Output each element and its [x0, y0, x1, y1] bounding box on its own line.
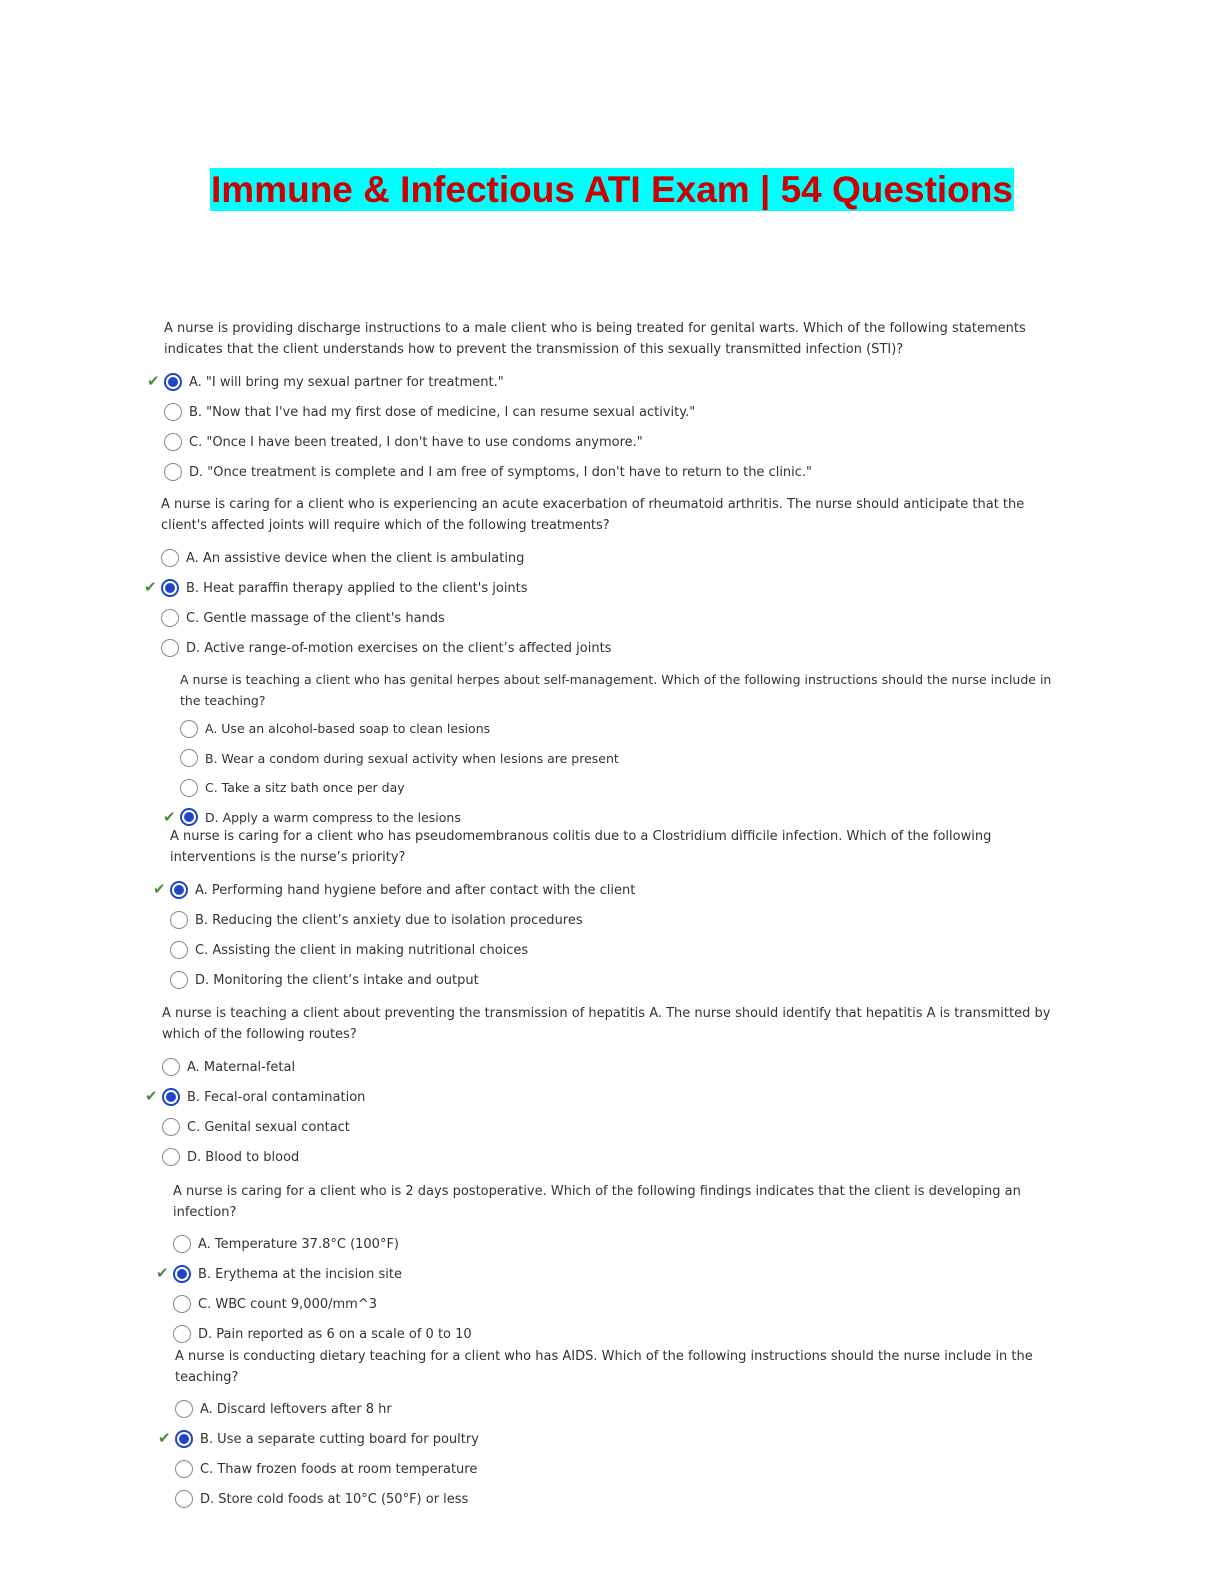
answer-label: D. "Once treatment is complete and I am free of symptoms, I don't have to return to the clinic." — [189, 464, 813, 480]
checkmark-icon: ✔ — [158, 1429, 171, 1447]
answer-label: B. Wear a condom during sexual activity when lesions are present — [205, 750, 619, 766]
question-3 — [163, 669, 1060, 832]
radio-unselected-icon[interactable] — [175, 1400, 193, 1418]
answer-option-a[interactable] — [153, 875, 1060, 905]
radio-unselected-icon[interactable] — [162, 1058, 180, 1076]
radio-unselected-icon[interactable] — [161, 609, 179, 627]
radio-selected-icon[interactable] — [170, 881, 188, 899]
answer-option-a[interactable] — [173, 1229, 1073, 1259]
question-stem: A nurse is caring for a client who is experiencing an acute exacerbation of rheumatoid arthritis. The nurse should anticipate that the client's affected joints will require which of the following treatments? — [161, 497, 1025, 533]
checkmark-icon: ✔ — [144, 578, 157, 596]
answer-option-c[interactable] — [175, 1454, 1075, 1484]
question-stem: A nurse is providing discharge instructions to a male client who is being treated for genital warts. Which of the following statements indicates that the client understands how to prevent the transmission of this sexually transmitted infection (STI)? — [164, 321, 1026, 357]
answer-option-b[interactable] — [170, 905, 1060, 935]
radio-selected-icon[interactable] — [180, 808, 198, 826]
radio-unselected-icon[interactable] — [161, 549, 179, 567]
answer-label: B. Use a separate cutting board for poultry — [200, 1431, 479, 1447]
answer-label: C. Assisting the client in making nutritional choices — [195, 942, 529, 958]
answer-label: D. Store cold foods at 10°C (50°F) or less — [200, 1491, 469, 1507]
answer-options — [144, 543, 1071, 663]
radio-unselected-icon[interactable] — [170, 971, 188, 989]
question-1 — [147, 318, 1064, 487]
answer-label: C. Gentle massage of the client's hands — [186, 610, 445, 626]
answer-label: C. "Once I have been treated, I don't have to use condoms anymore." — [189, 434, 643, 450]
radio-unselected-icon[interactable] — [180, 779, 198, 797]
page-title: Immune & Infectious ATI Exam | 54 Questions — [211, 169, 1013, 210]
radio-unselected-icon[interactable] — [164, 403, 182, 421]
radio-unselected-icon[interactable] — [180, 749, 198, 767]
answer-option-c[interactable] — [162, 1112, 1072, 1142]
answer-label: A. Use an alcohol-based soap to clean lesions — [205, 721, 491, 737]
radio-unselected-icon[interactable] — [170, 911, 188, 929]
radio-unselected-icon[interactable] — [170, 941, 188, 959]
answer-options — [153, 875, 1060, 995]
radio-unselected-icon[interactable] — [161, 639, 179, 657]
answer-options — [158, 1394, 1075, 1514]
answer-option-c[interactable] — [173, 1289, 1073, 1319]
answer-option-b[interactable] — [144, 573, 1071, 603]
answer-label: B. Erythema at the incision site — [198, 1266, 402, 1282]
checkmark-icon: ✔ — [153, 880, 166, 898]
answer-options — [163, 714, 1060, 832]
answer-label: B. "Now that I've had my first dose of medicine, I can resume sexual activity." — [189, 404, 696, 420]
answer-option-a[interactable] — [162, 1052, 1072, 1082]
question-2 — [144, 494, 1071, 663]
answer-option-a[interactable] — [180, 714, 1060, 744]
radio-unselected-icon[interactable] — [173, 1295, 191, 1313]
answer-label: B. Heat paraffin therapy applied to the client's joints — [186, 580, 528, 596]
answer-label: D. Blood to blood — [187, 1149, 300, 1165]
answer-options — [145, 1052, 1072, 1172]
answer-label: C. WBC count 9,000/mm^3 — [198, 1296, 377, 1312]
answer-option-a[interactable] — [147, 367, 1064, 397]
answer-option-d[interactable] — [173, 1319, 1073, 1349]
answer-option-c[interactable] — [180, 773, 1060, 803]
answer-option-d[interactable] — [161, 633, 1071, 663]
answer-option-b[interactable] — [156, 1259, 1073, 1289]
radio-unselected-icon[interactable] — [162, 1118, 180, 1136]
answer-label: C. Thaw frozen foods at room temperature — [200, 1461, 478, 1477]
answer-label: B. Fecal-oral contamination — [187, 1089, 366, 1105]
answer-option-b[interactable] — [180, 744, 1060, 774]
radio-unselected-icon[interactable] — [164, 433, 182, 451]
answer-label: A. Discard leftovers after 8 hr — [200, 1401, 392, 1417]
radio-unselected-icon[interactable] — [180, 720, 198, 738]
answer-label: A. An assistive device when the client is ambulating — [186, 550, 525, 566]
answer-option-c[interactable] — [170, 935, 1060, 965]
radio-unselected-icon[interactable] — [164, 463, 182, 481]
answer-option-d[interactable] — [164, 457, 1064, 487]
question-stem: A nurse is caring for a client who has pseudomembranous colitis due to a Clostridium difficile infection. Which of the following interventions is the nurse’s priority? — [170, 829, 992, 865]
answer-options — [156, 1229, 1073, 1349]
answer-label: A. "I will bring my sexual partner for treatment." — [189, 374, 504, 390]
radio-unselected-icon[interactable] — [173, 1235, 191, 1253]
answer-label: D. Apply a warm compress to the lesions — [205, 809, 461, 825]
question-stem: A nurse is teaching a client who has genital herpes about self-management. Which of the following instructions should the nurse include in the teaching? — [180, 672, 1052, 708]
radio-unselected-icon[interactable] — [175, 1490, 193, 1508]
answer-option-d[interactable] — [170, 965, 1060, 995]
answer-label: D. Monitoring the client’s intake and output — [195, 972, 479, 988]
checkmark-icon: ✔ — [156, 1264, 169, 1282]
checkmark-icon: ✔ — [147, 372, 160, 390]
question-7 — [158, 1346, 1075, 1514]
radio-selected-icon[interactable] — [162, 1088, 180, 1106]
answer-options — [147, 367, 1064, 487]
question-6 — [156, 1181, 1073, 1349]
radio-selected-icon[interactable] — [161, 579, 179, 597]
radio-unselected-icon[interactable] — [162, 1148, 180, 1166]
radio-unselected-icon[interactable] — [173, 1325, 191, 1343]
answer-label: A. Maternal-fetal — [187, 1059, 296, 1075]
radio-selected-icon[interactable] — [173, 1265, 191, 1283]
answer-option-a[interactable] — [175, 1394, 1075, 1424]
answer-label: D. Pain reported as 6 on a scale of 0 to 10 — [198, 1326, 472, 1342]
answer-option-a[interactable] — [161, 543, 1071, 573]
question-5 — [145, 1003, 1072, 1172]
answer-option-b[interactable] — [164, 397, 1064, 427]
answer-label: D. Active range-of-motion exercises on the client’s affected joints — [186, 640, 612, 656]
answer-option-c[interactable] — [164, 427, 1064, 457]
question-stem: A nurse is conducting dietary teaching for a client who has AIDS. Which of the following instructions should the nurse include in the teaching? — [175, 1349, 1033, 1385]
radio-selected-icon[interactable] — [164, 373, 182, 391]
answer-option-d[interactable] — [175, 1484, 1075, 1514]
radio-unselected-icon[interactable] — [175, 1460, 193, 1478]
question-4 — [153, 826, 1060, 995]
answer-option-b[interactable] — [145, 1082, 1072, 1112]
radio-selected-icon[interactable] — [175, 1430, 193, 1448]
answer-label: C. Genital sexual contact — [187, 1119, 350, 1135]
checkmark-icon: ✔ — [145, 1087, 158, 1105]
answer-label: A. Temperature 37.8°C (100°F) — [198, 1236, 399, 1252]
answer-option-b[interactable] — [158, 1424, 1075, 1454]
answer-option-c[interactable] — [161, 603, 1071, 633]
question-stem: A nurse is teaching a client about preventing the transmission of hepatitis A. The nurse should identify that hepatitis A is transmitted by which of the following routes? — [162, 1006, 1051, 1042]
answer-option-d[interactable] — [162, 1142, 1072, 1172]
checkmark-icon: ✔ — [163, 807, 176, 826]
title-wrapper — [0, 168, 1224, 211]
answer-label: B. Reducing the client’s anxiety due to isolation procedures — [195, 912, 583, 928]
question-stem: A nurse is caring for a client who is 2 days postoperative. Which of the following findings indicates that the client is developing an infection? — [173, 1184, 1021, 1220]
answer-label: A. Performing hand hygiene before and after contact with the client — [195, 882, 636, 898]
answer-label: C. Take a sitz bath once per day — [205, 780, 405, 796]
